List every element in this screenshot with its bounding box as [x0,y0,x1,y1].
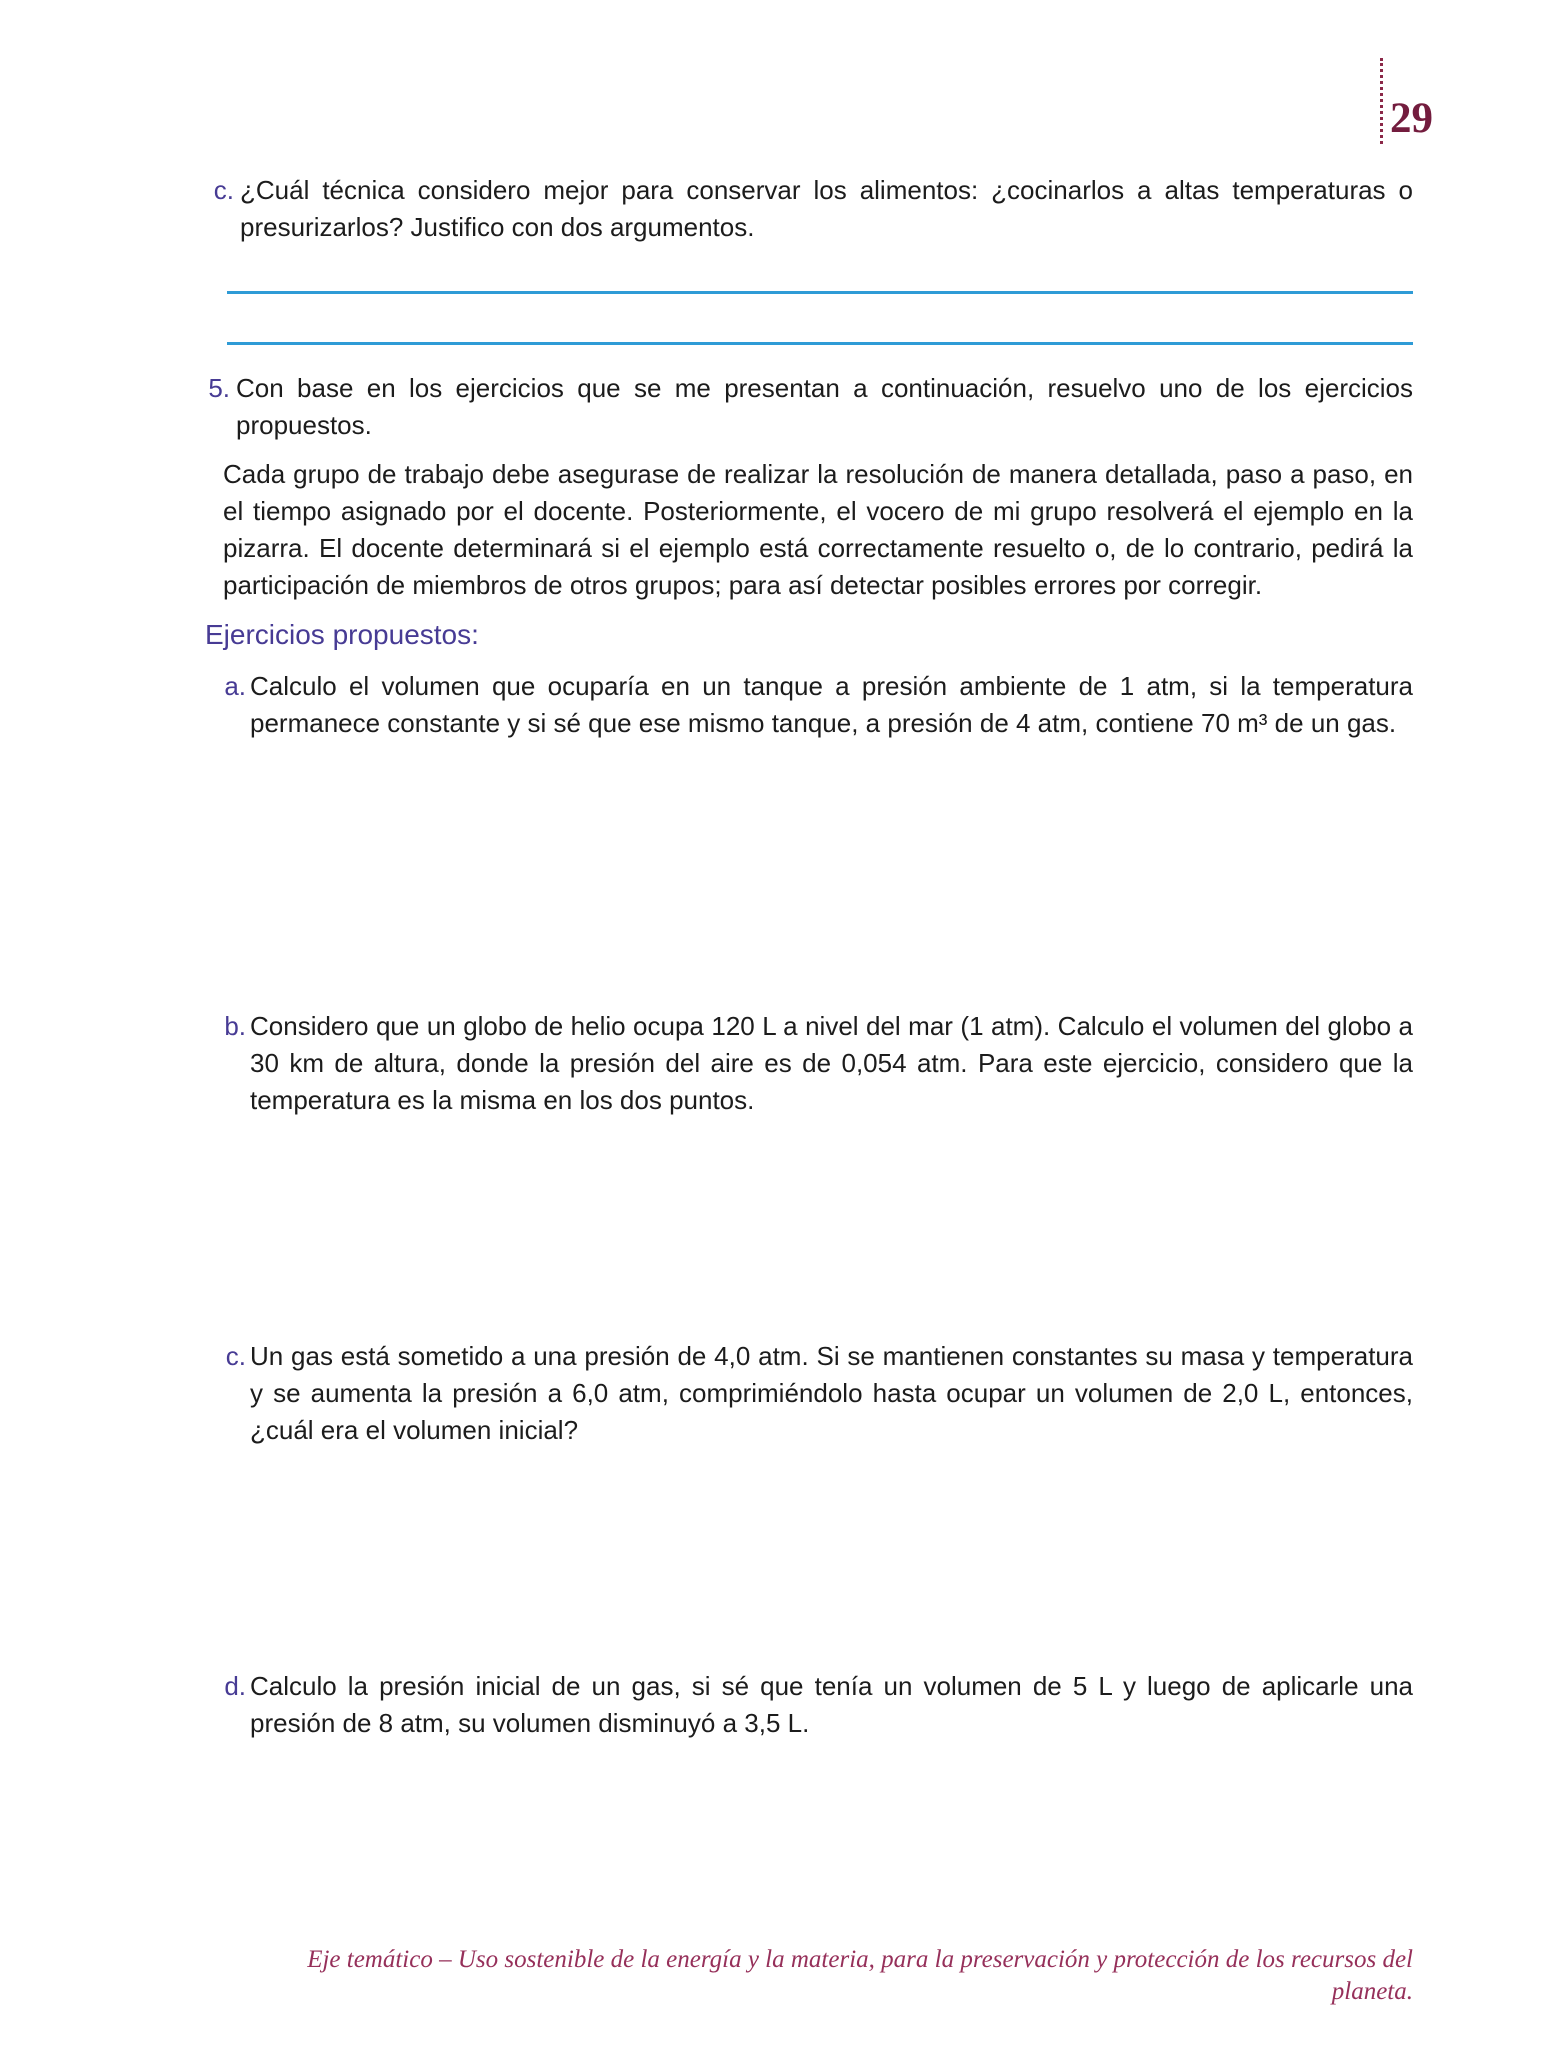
answer-line-1 [227,291,1413,294]
exercise-b-block [220,1008,1413,1119]
question-5-marker: 5. [208,373,230,403]
exercise-c-marker: c. [225,1341,246,1371]
exercise-c-text: Un gas está sometido a una presión de 4,0 atm. Si se mantienen constantes su masa y temperatura y se aumenta la presión a 6,0 atm, comprimiéndolo hasta ocupar un volumen de 2,0 L, entonces, ¿cuál era el volumen inicial? [250,1341,1413,1445]
question-c-text: ¿Cuál técnica considero mejor para conservar los alimentos: ¿cocinarlos a altas temperaturas o presurizarlos? Justifico con dos argumentos. [240,175,1413,242]
exercise-c-block [220,1338,1413,1449]
group-work-instructions: Cada grupo de trabajo debe asegurase de realizar la resolución de manera detallada, paso a paso, en el tiempo asignado por el docente. Posteriormente, el vocero de mi grupo resolverá el ejemplo en la pizarra. El docente determinará si el ejemplo está correctamente resuelto o, de lo contrario, pedirá la participación de miembros de otros grupos; para así detectar posibles errores por corregir. [223,459,1413,600]
exercise-b-marker: b. [224,1011,246,1041]
exercise-b-text: Considero que un globo de helio ocupa 120 L a nivel del mar (1 atm). Calculo el volumen del globo a 30 km de altura, donde la presión del aire es de 0,054 atm. Para este ejercicio, considero que la temperatura es la misma en los dos puntos. [250,1011,1413,1115]
exercise-d-text: Calculo la presión inicial de un gas, si sé que tenía un volumen de 5 L y luego de aplicarle una presión de 8 atm, su volumen disminuyó a 3,5 L. [250,1671,1413,1738]
question-5-text: Con base en los ejercicios que se me presentan a continuación, resuelvo uno de los ejercicios propuestos. [236,373,1413,440]
question-5-block [196,370,1413,444]
proposed-exercises-heading: Ejercicios propuestos: [205,619,479,650]
question-c-marker: c. [213,175,234,205]
exercise-a-marker: a. [224,671,246,701]
exercise-d-block [220,1668,1413,1742]
exercise-a-text: Calculo el volumen que ocuparía en un tanque a presión ambiente de 1 atm, si la temperatura permanece constante y si sé que ese mismo tanque, a presión de 4 atm, contiene 70 m³ de un gas. [250,671,1413,738]
exercise-a-block [220,668,1413,742]
answer-line-2 [227,342,1413,345]
page-number-dotted-divider [1380,58,1383,144]
question-c-block [200,172,1413,246]
exercise-d-marker: d. [224,1671,246,1701]
page-number: 29 [1390,95,1433,142]
thematic-axis-footer: Eje temático – Uso sostenible de la energía y la materia, para la preservación y protección de los recursos del planeta. [307,1946,1413,2005]
